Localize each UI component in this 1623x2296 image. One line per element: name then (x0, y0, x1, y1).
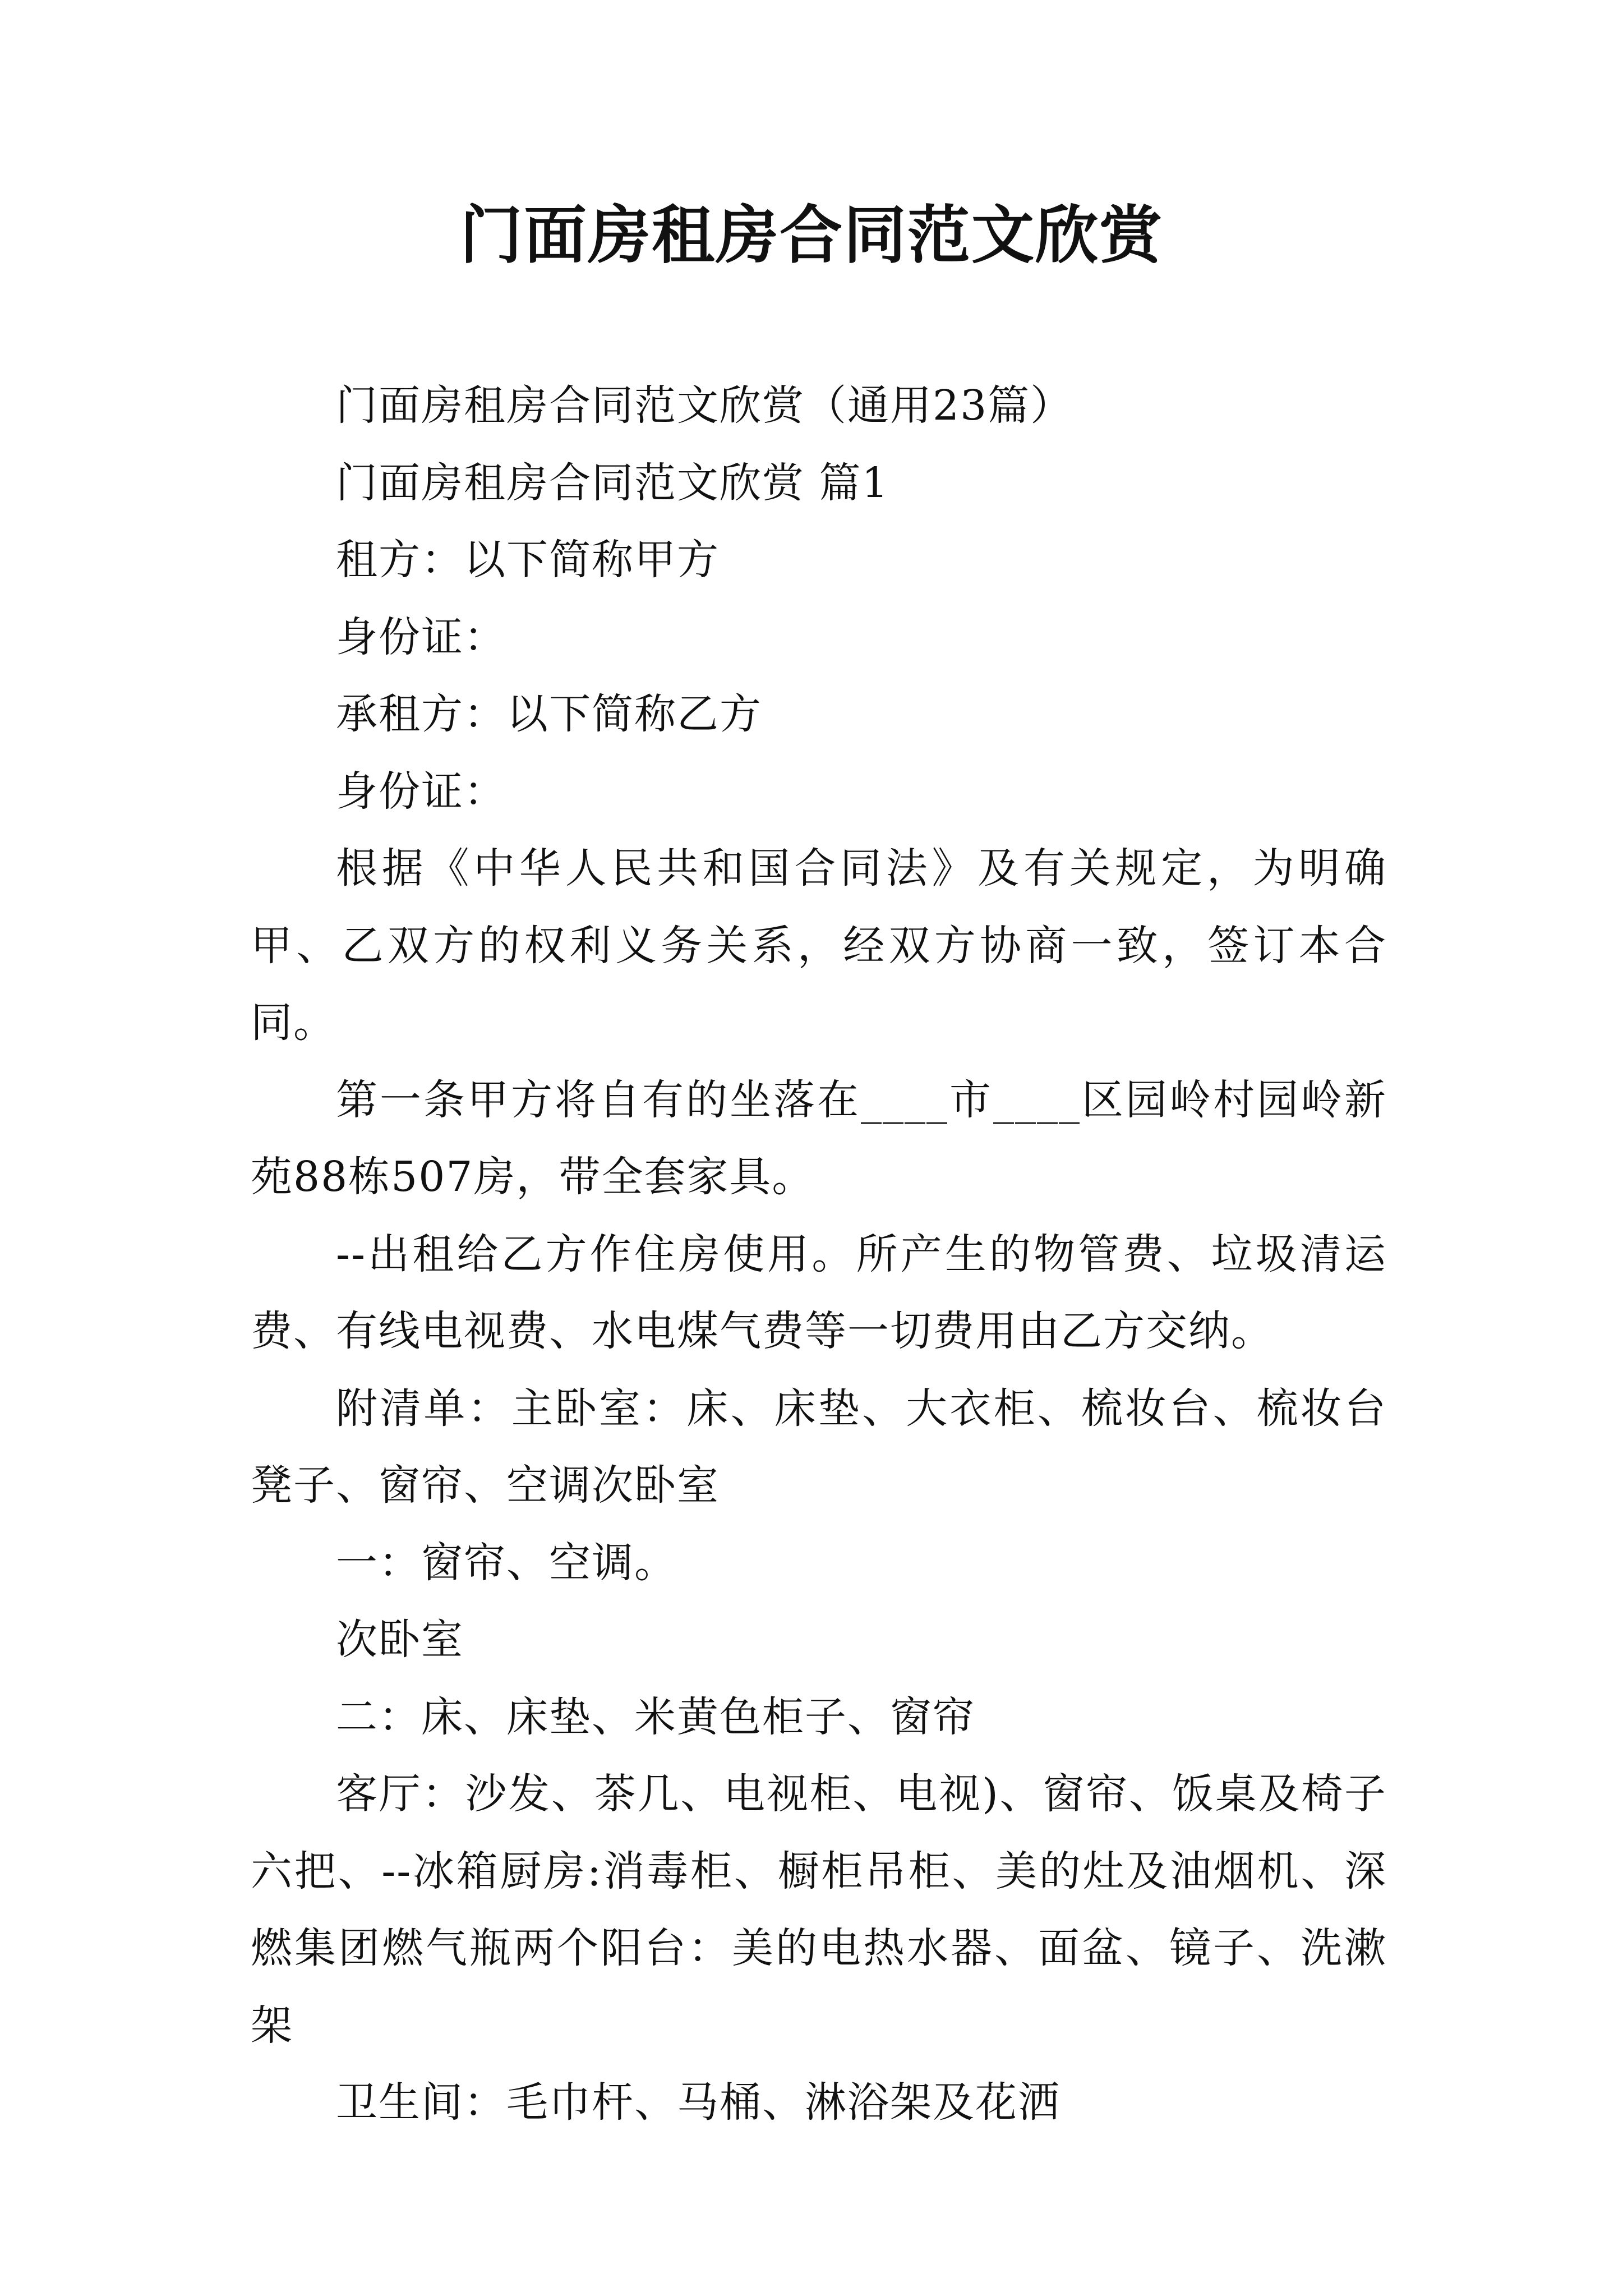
document-title: 门面房租房合同范文欣赏 (460, 199, 1163, 272)
document-body (251, 367, 1387, 2142)
paragraph: 附清单：主卧室：床、床垫、大衣柜、梳妆台、梳妆台凳子、窗帘、空调次卧室 (251, 1384, 1387, 1510)
paragraph: --出租给乙方作住房使用。所产生的物管费、垃圾清运费、有线电视费、水电煤气费等一切费用由乙方交纳。 (251, 1230, 1387, 1355)
paragraph: 身份证： (336, 613, 506, 661)
paragraph: 二：床、床垫、米黄色柜子、窗帘 (336, 1692, 975, 1741)
paragraph: 承租方：以下简称乙方 (336, 690, 762, 738)
paragraph: 租方：以下简称甲方 (336, 536, 720, 584)
paragraph: 门面房租房合同范文欣赏 篇1 (336, 458, 889, 507)
paragraph: 根据《中华人民共和国合同法》及有关规定，为明确甲、乙双方的权利义务关系，经双方协商一致，签订本合同。 (251, 844, 1387, 1047)
paragraph: 第一条甲方将自有的坐落在____市____区园岭村园岭新苑88栋507房，带全套家具。 (251, 1075, 1387, 1201)
paragraph: 次卧室 (336, 1616, 464, 1664)
paragraph: 客厅：沙发、茶几、电视柜、电视)、窗帘、饭桌及椅子六把、--冰箱厨房:消毒柜、橱柜吊柜、美的灶及油烟机、深燃集团燃气瓶两个阳台：美的电热水器、面盆、镜子、洗漱架 (251, 1770, 1387, 2050)
paragraph: 身份证： (336, 767, 506, 816)
paragraph: 卫生间：毛巾杆、马桶、淋浴架及花洒 (336, 2078, 1061, 2127)
paragraph: 门面房租房合同范文欣赏（通用23篇） (336, 381, 1073, 430)
paragraph: 一：窗帘、空调。 (336, 1538, 677, 1587)
